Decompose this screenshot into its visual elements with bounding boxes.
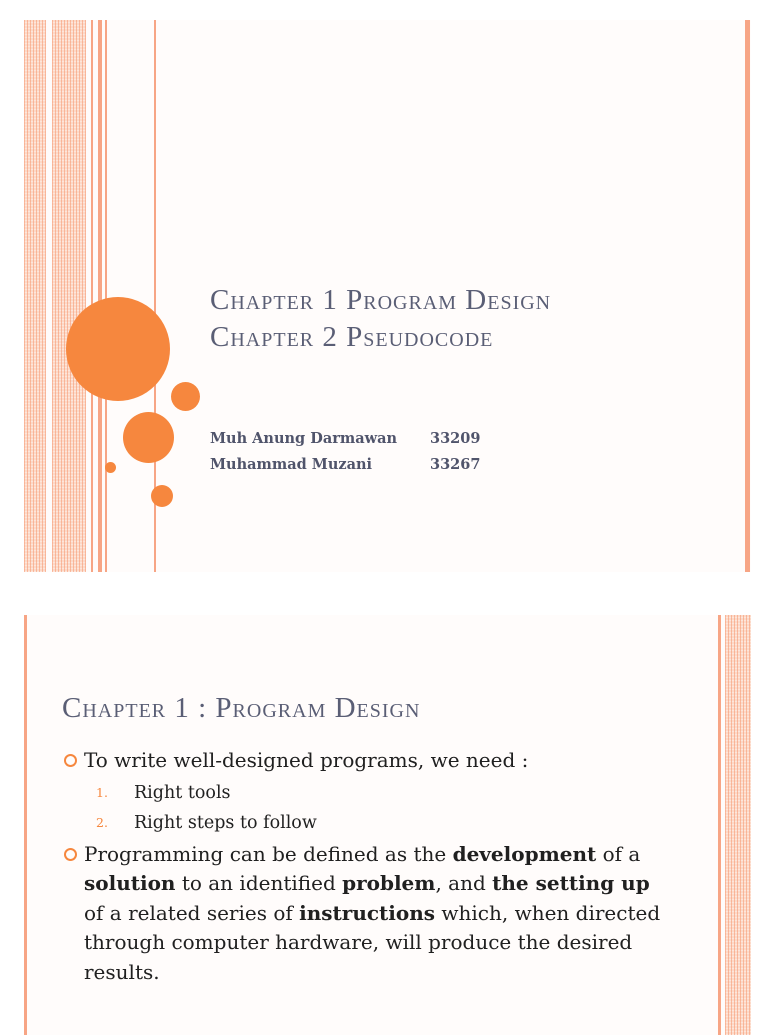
content-slide bbox=[24, 615, 751, 1035]
numbered-list bbox=[96, 778, 662, 838]
author-row bbox=[210, 425, 480, 451]
decorative-circle-small bbox=[151, 485, 173, 507]
title-line-2: Chapter 2 Pseudocode bbox=[210, 321, 494, 353]
decorative-vertical-line bbox=[105, 20, 107, 572]
slide-title: Chapter 1 : Program Design bbox=[62, 692, 421, 724]
list-text: Right steps to follow bbox=[134, 812, 317, 833]
list-item bbox=[96, 808, 662, 838]
decorative-stripe-band bbox=[52, 20, 86, 572]
bullet-ring-icon bbox=[64, 754, 77, 767]
slide-body bbox=[62, 746, 662, 987]
bold-term: development bbox=[452, 841, 597, 866]
text-run: of a bbox=[596, 841, 641, 866]
bullet-item bbox=[62, 746, 662, 776]
decorative-circle-tiny bbox=[105, 462, 116, 473]
decorative-vertical-line bbox=[718, 615, 721, 1035]
decorative-stripe-band bbox=[24, 20, 46, 572]
text-run: of a related series of bbox=[84, 900, 300, 925]
text-run: Programming can be defined as the bbox=[84, 841, 453, 866]
decorative-circle-large bbox=[66, 297, 170, 401]
bullet-text bbox=[84, 842, 660, 984]
text-run: to an identified bbox=[175, 871, 343, 895]
decorative-vertical-line bbox=[91, 20, 93, 572]
author-name: Muhammad Muzani bbox=[210, 455, 373, 473]
decorative-stripe-band bbox=[725, 615, 751, 1035]
bullet-text: To write well-designed programs, we need : bbox=[84, 748, 529, 772]
bullet-ring-icon bbox=[64, 848, 77, 861]
bold-term: problem bbox=[342, 871, 436, 895]
author-id: 33267 bbox=[430, 455, 481, 473]
list-text: Right tools bbox=[134, 782, 231, 803]
decorative-vertical-line bbox=[745, 20, 750, 572]
author-id: 33209 bbox=[430, 429, 481, 447]
author-list bbox=[210, 425, 480, 477]
decorative-vertical-line bbox=[24, 615, 27, 1035]
bold-term: instructions bbox=[299, 900, 436, 925]
bold-term: the setting up bbox=[492, 871, 650, 895]
list-number: 2. bbox=[96, 814, 108, 830]
author-row bbox=[210, 451, 480, 477]
list-number: 1. bbox=[96, 784, 108, 800]
list-item bbox=[96, 778, 662, 808]
decorative-vertical-line bbox=[98, 20, 102, 572]
bold-term: solution bbox=[84, 871, 176, 895]
text-run: , and bbox=[435, 871, 493, 895]
title-slide bbox=[24, 20, 751, 572]
decorative-circle-small bbox=[171, 382, 200, 411]
presentation-title bbox=[210, 282, 551, 356]
author-name: Muh Anung Darmawan bbox=[210, 429, 398, 447]
decorative-circle-medium bbox=[123, 412, 174, 463]
text-run: which, when directed through computer hardware, will produce the desired results. bbox=[84, 900, 661, 984]
title-line-1: Chapter 1 Program Design bbox=[210, 284, 552, 316]
bullet-item bbox=[62, 840, 662, 988]
